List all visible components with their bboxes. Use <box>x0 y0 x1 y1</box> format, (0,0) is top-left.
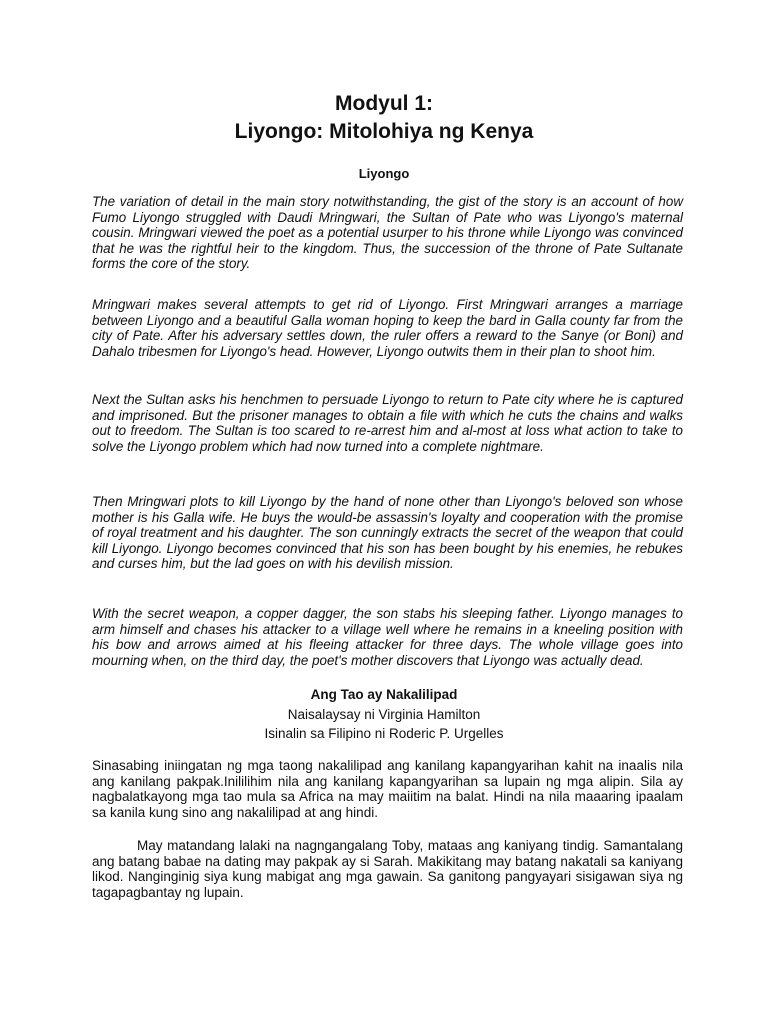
paragraph-1: The variation of detail in the main story notwithstanding, the gist of the story is an account of how Fumo Liyongo struggled with Daudi Mringwari, the Sultan of Pate who was Liyongo's maternal cousin. Mringwari viewed the poet as a potential usurper to his throne while Liyongo was convinced that he was the rightful heir to the kingdom. Thus, the succession of the throne of Pate Sultanate forms the core of the story. <box>92 194 683 272</box>
story-title: Liyongo <box>358 166 410 181</box>
author-credit: Naisalaysay ni Virginia Hamilton <box>287 707 481 722</box>
translator-credit: Isinalin sa Filipino ni Roderic P. Urgelles <box>264 726 504 741</box>
module-subtitle: Liyongo: Mitolohiya ng Kenya <box>234 120 534 143</box>
filipino-paragraph-2: May matandang lalaki na nagngangalang Toby, mataas ang kaniyang tindig. Samantalang ang batang babae na dating may pakpak ay si Sarah. Makikitang may batang nakatali sa kaniyang likod. Nanginginig siya kung mabigat ang mga gawain. Sa ganitong pangyayari sisigawan siya ng tagapagbantay ng lupain. <box>92 838 683 900</box>
filipino-paragraph-1: Sinasabing iniingatan ng mga taong nakalilipad ang kanilang kapangyarihan kahit na inaalis nila ang kanilang pakpak.Inililihim nila ang kanilang kapangyarihan sa lupain ng mga alipin. Sila ay nagbalatkayong mga tao mula sa Africa na may maiitim na balat. Hindi na nila maaaring ipaalam sa kanila kung sino ang nakalilipad at ang hindi. <box>92 758 683 820</box>
paragraph-4: Then Mringwari plots to kill Liyongo by the hand of none other than Liyongo's beloved son whose mother is his Galla wife. He buys the would-be assassin's loyalty and cooperation with the promise of royal treatment and his daughter. The son cunningly extracts the secret of the weapon that could kill Liyongo. Liyongo becomes convinced that his son has been bought by his enemies, he rebukes and curses him, but the lad goes on with his devilish mission. <box>92 494 683 572</box>
section-title: Ang Tao ay Nakalilipad <box>310 687 458 702</box>
paragraph-3: Next the Sultan asks his henchmen to persuade Liyongo to return to Pate city where he is captured and imprisoned. But the prisoner manages to obtain a file with which he cuts the chains and walks out to freedom. The Sultan is too scared to re-arrest him and al-most at loss what action to take to solve the Liyongo problem which had now turned into a complete nightmare. <box>92 392 683 454</box>
paragraph-5: With the secret weapon, a copper dagger, the son stabs his sleeping father. Liyongo manages to arm himself and chases his attacker to a village well where he remains in a kneeling position with his bow and arrows aimed at his fleeing attacker for three days. The whole village goes into mourning when, on the third day, the poet's mother discovers that Liyongo was actually dead. <box>92 606 683 668</box>
module-title: Modyul 1: <box>335 92 433 115</box>
paragraph-2: Mringwari makes several attempts to get rid of Liyongo. First Mringwari arranges a marriage between Liyongo and a beautiful Galla woman hoping to keep the bard in Galla county far from the city of Pate. After his adversary settles down, the ruler offers a reward to the Sanye (or Boni) and Dahalo tribesmen for Liyongo's head. However, Liyongo outwits them in their plan to shoot him. <box>92 297 683 359</box>
